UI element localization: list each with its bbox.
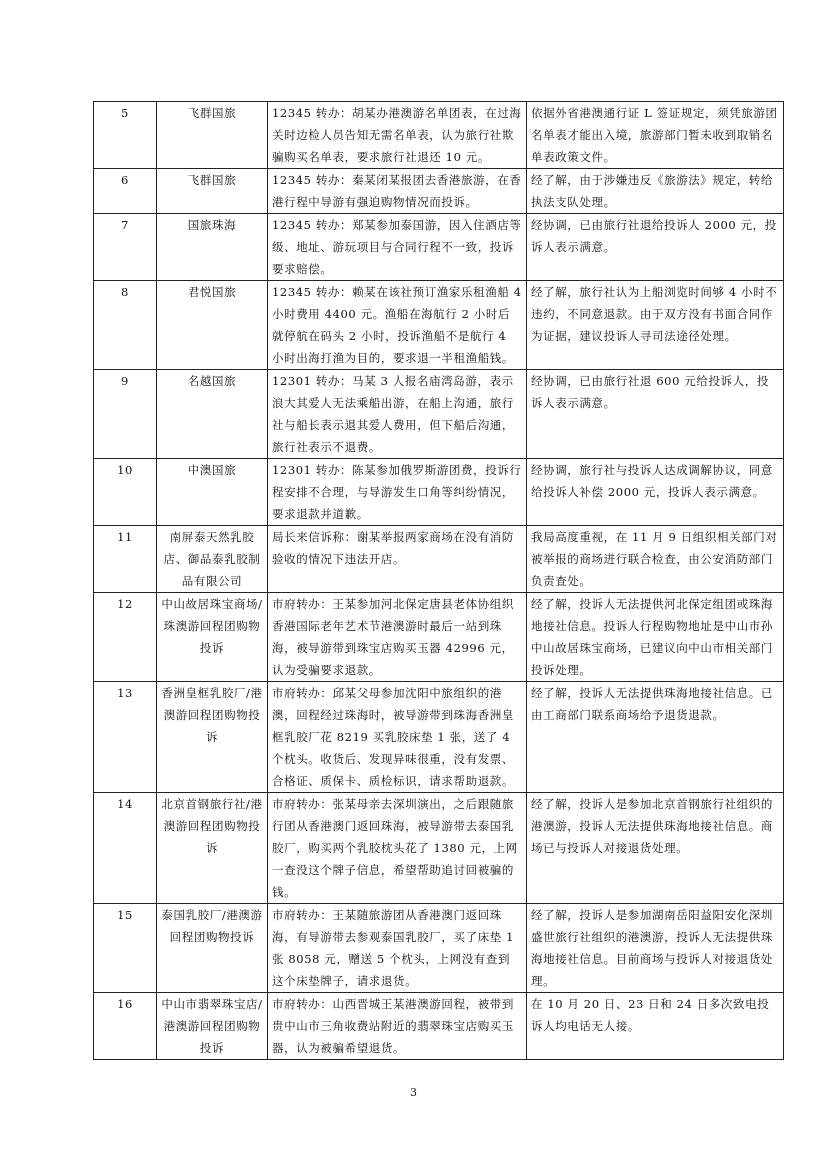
table-row [94,593,784,682]
table-row [94,102,784,169]
row-complaint-description: 12345 转办：秦某闭某报团去香港旅游，在香港行程中导游有强迫购物情况而投诉。 [268,169,527,214]
row-organization: 国旅珠海 [157,214,268,281]
row-complaint-description: 市府转办：邱某父母参加沈阳中旅组织的港澳，回程经过珠海时，被导游带到珠海香洲皇框乳胶厂花 8219 买乳胶床垫 1 张，送了 4 个枕头。收货后、发现异味很重，没有发票、合格证、质保卡、质检标识，请求帮助退款。 [268,682,527,793]
row-complaint-description: 12345 转办：胡某办港澳游名单团表，在过海关时边检人员告知无需名单表，认为旅行社欺骗购买名单表，要求旅行社退还 10 元。 [268,102,527,169]
table-row [94,793,784,904]
table-row [94,526,784,593]
row-organization: 北京首钢旅行社/港澳游回程团购物投诉 [157,793,268,904]
row-handling-result: 我局高度重视，在 11 月 9 日组织相关部门对被举报的商场进行联合检查，由公安消防部门负责查处。 [527,526,784,593]
row-number: 12 [94,593,157,682]
row-number: 6 [94,169,157,214]
row-complaint-description: 市府转办：张某母亲去深圳演出，之后跟随旅行团从香港澳门返回珠海，被导游带去泰国乳胶厂，购买两个乳胶枕头花了 1380 元，上网一查没这个牌子信息，希望帮助追讨回被骗的钱。 [268,793,527,904]
table-row [94,281,784,370]
table-row [94,993,784,1060]
page-number: 3 [410,1086,417,1099]
row-number: 8 [94,281,157,370]
table-row [94,169,784,214]
row-handling-result: 经了解，投诉人无法提供珠海地接社信息。已由工商部门联系商场给予退货退款。 [527,682,784,793]
row-handling-result: 经协调，已由旅行社退给投诉人 2000 元，投诉人表示满意。 [527,214,784,281]
row-handling-result: 在 10 月 20 日、23 日和 24 日多次致电投诉人均电话无人接。 [527,993,784,1060]
row-organization: 名越国旅 [157,370,268,459]
row-organization: 中山市翡翠珠宝店/港澳游回程团购物投诉 [157,993,268,1060]
row-handling-result: 经协调，已由旅行社退 600 元给投诉人，投诉人表示满意。 [527,370,784,459]
row-number: 11 [94,526,157,593]
table-row [94,904,784,993]
row-organization: 飞群国旅 [157,169,268,214]
table-row [94,459,784,526]
row-complaint-description: 市府转办：山西晋城王某港澳游回程，被带到贵中山市三角收费站附近的翡翠珠宝店购买玉器，认为被骗希望退货。 [268,993,527,1060]
row-handling-result: 经协调，旅行社与投诉人达成调解协议，同意给投诉人补偿 2000 元，投诉人表示满意。 [527,459,784,526]
row-complaint-description: 市府转办：王某参加河北保定唐县老体协组织香港国际老年艺术节港澳游时最后一站到珠海，被导游带到珠宝店购买玉器 42996 元，认为受骗要求退款。 [268,593,527,682]
row-handling-result: 经了解，旅行社认为上船浏览时间够 4 小时不违约，不同意退款。由于双方没有书面合同作为证据，建议投诉人寻司法途径处理。 [527,281,784,370]
row-handling-result: 经了解，投诉人无法提供河北保定组团或珠海地接社信息。投诉人行程购物地址是中山市孙中山故居珠宝商场，已建议向中山市相关部门投诉处理。 [527,593,784,682]
row-organization: 香洲皇框乳胶厂/港澳游回程团购物投诉 [157,682,268,793]
row-number: 10 [94,459,157,526]
table-row [94,370,784,459]
row-organization: 中山故居珠宝商场/珠澳游回程团购物投诉 [157,593,268,682]
row-number: 14 [94,793,157,904]
table-row [94,682,784,793]
row-organization: 南屏泰天然乳胶店、御品泰乳胶制品有限公司 [157,526,268,593]
row-number: 16 [94,993,157,1060]
row-complaint-description: 12301 转办：马某 3 人报名庙湾岛游，表示浪大其爱人无法乘船出游，在船上沟通，旅行社与船长表示退其爱人费用，但下船后沟通，旅行社表示不退费。 [268,370,527,459]
row-complaint-description: 12345 转办：郑某参加泰国游，因入住酒店等级、地址、游玩项目与合同行程不一致，投诉要求赔偿。 [268,214,527,281]
table-row [94,214,784,281]
row-organization: 中澳国旅 [157,459,268,526]
row-complaint-description: 12301 转办：陈某参加俄罗斯游团费，投诉行程安排不合理，与导游发生口角等纠纷情况，要求退款并道歉。 [268,459,527,526]
row-complaint-description: 12345 转办：赖某在该社预订渔家乐租渔船 4 小时费用 4400 元。渔船在海航行 2 小时后就停航在码头 2 小时，投诉渔船不是航行 4 小时出海打渔为目的，要求退一半租渔船钱。 [268,281,527,370]
row-handling-result: 经了解，投诉人是参加湖南岳阳益阳安化深圳盛世旅行社组织的港澳游，投诉人无法提供珠海地接社信息。目前商场与投诉人对接退货处理。 [527,904,784,993]
row-handling-result: 经了解，投诉人是参加北京首钢旅行社组织的港澳游，投诉人无法提供珠海地接社信息。商场已与投诉人对接退货处理。 [527,793,784,904]
row-number: 7 [94,214,157,281]
row-organization: 飞群国旅 [157,102,268,169]
row-organization: 君悦国旅 [157,281,268,370]
complaint-table [93,101,784,1060]
row-handling-result: 经了解，由于涉嫌违反《旅游法》规定，转给执法支队处理。 [527,169,784,214]
row-number: 5 [94,102,157,169]
row-number: 13 [94,682,157,793]
complaint-table-body [94,102,784,1060]
row-organization: 泰国乳胶厂/港澳游回程团购物投诉 [157,904,268,993]
row-complaint-description: 局长来信诉称：谢某举报两家商场在没有消防验收的情况下违法开店。 [268,526,527,593]
row-handling-result: 依据外省港澳通行证 L 签证规定，须凭旅游团名单表才能出入境，旅游部门暂未收到取销名单表政策文件。 [527,102,784,169]
row-number: 9 [94,370,157,459]
row-number: 15 [94,904,157,993]
row-complaint-description: 市府转办：王某随旅游团从香港澳门返回珠海，有导游带去参观泰国乳胶厂，买了床垫 1 张 8058 元，赠送 5 个枕头，上网没有查到这个床垫牌子，请求退货。 [268,904,527,993]
